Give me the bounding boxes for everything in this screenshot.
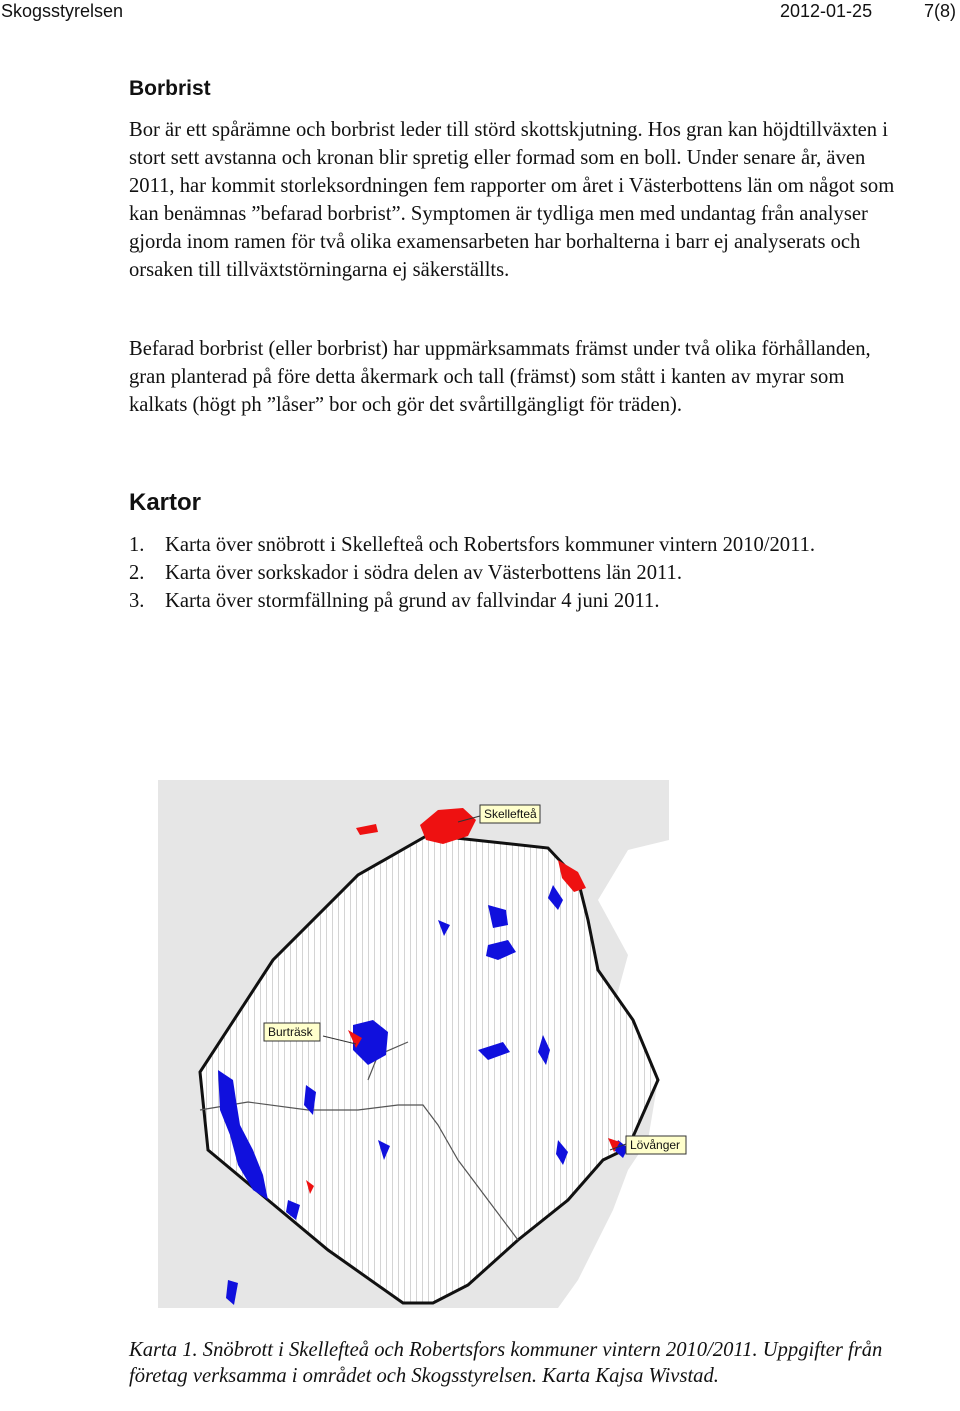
label-text: Burträsk	[268, 1025, 313, 1039]
paragraph-borbrist-1: Bor är ett spårämne och borbrist leder till störd skottskjutning. Hos gran kan höjdtillväxten i stort sett avstanna och kronan blir spretig eller formad som en boll. Under senare år, även 2011, har kommit storleksordningen fem rapporter om året i Västerbottens län om något som kan benämnas ”befarad borbrist”. Symptomen är tydliga men med undantag från analyser gjorda inom ramen för två olika examensarbeten har borhalterna i barr ej analyserats och orsaken till tillväxtstörningarna ej säkerställts.	[129, 119, 895, 281]
list-item-text: Karta över snöbrott i Skellefteå och Robertsfors kommuner vintern 2010/2011.	[165, 534, 816, 556]
map-caption: Karta 1. Snöbrott i Skellefteå och Robertsfors kommuner vintern 2010/2011. Uppgifter från företag verksamma i området och Skogsstyrelsen. Karta Kajsa Wivstad.	[129, 1339, 883, 1387]
header-date: 2012-01-25	[780, 1, 873, 21]
list-item-number: 2.	[129, 562, 145, 584]
header-page-number: 7(8)	[923, 1, 956, 21]
map-list	[129, 531, 899, 615]
header-organization: Skogsstyrelsen	[1, 1, 124, 21]
list-item	[129, 531, 899, 559]
list-item-number: 1.	[129, 534, 145, 556]
label-text: Lövånger	[630, 1138, 681, 1152]
snow-damage-map	[158, 780, 681, 1308]
page-header	[0, 0, 960, 24]
list-item-text: Karta över sorkskador i södra delen av Västerbottens län 2011.	[165, 562, 682, 584]
paragraph-borbrist-2: Befarad borbrist (eller borbrist) har uppmärksammats främst under två olika förhållanden, gran planterad på före detta åkermark och tall (främst) som stått i kanten av myrar som kalkats (högt ph ”låser” bor och gör det svårtillgängligt för träden).	[129, 338, 871, 416]
list-item-number: 3.	[129, 590, 145, 612]
heading-kartor: Kartor	[129, 489, 202, 516]
list-item	[129, 587, 899, 615]
list-item-text: Karta över stormfällning på grund av fallvindar 4 juni 2011.	[165, 590, 660, 612]
heading-borbrist: Borbrist	[129, 77, 211, 100]
list-item	[129, 559, 899, 587]
label-text: Skellefteå	[484, 807, 537, 821]
